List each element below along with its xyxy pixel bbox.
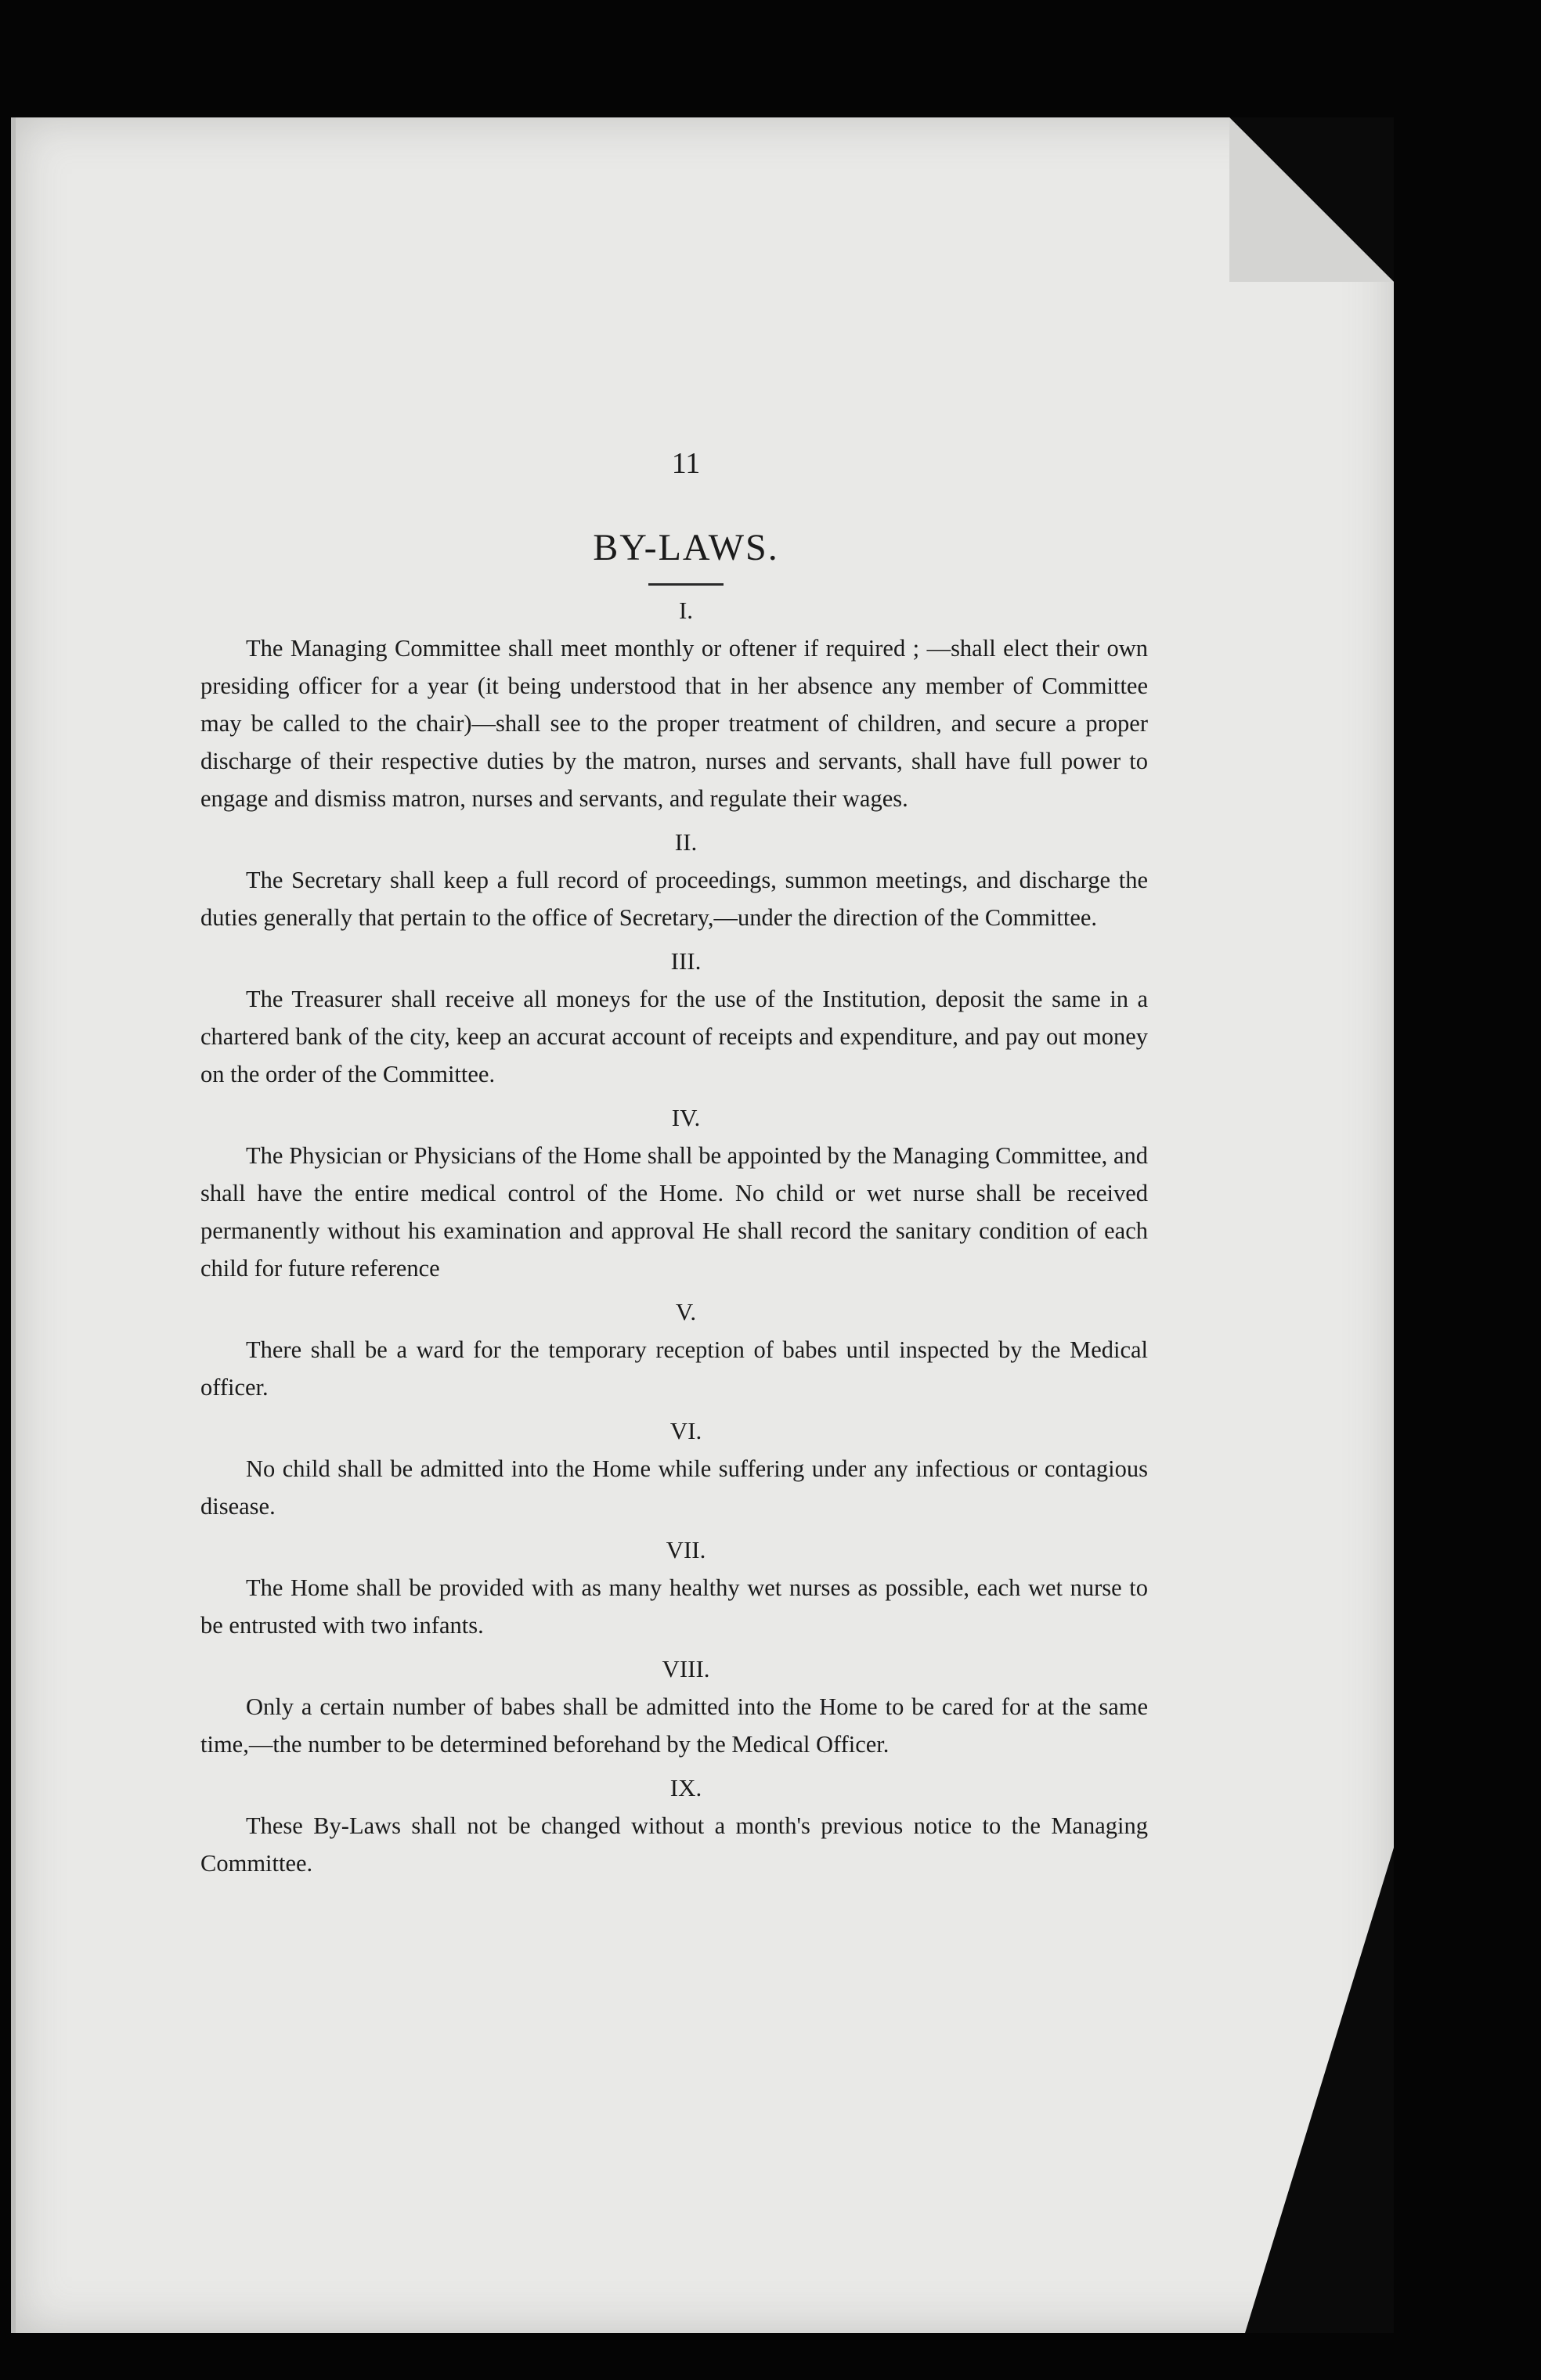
section-number: III. bbox=[670, 947, 702, 975]
section-text: The Home shall be provided with as many healthy wet nurses as possible, each wet nurse to be entrusted with two infants. bbox=[200, 1574, 1148, 1639]
section-number: IX. bbox=[669, 1774, 702, 1801]
section-number: II. bbox=[674, 828, 698, 856]
page-content bbox=[200, 337, 1148, 1887]
section-text: The Managing Committee shall meet monthly or oftener if required ; —shall elect their own presiding officer for a year (it being understood that in her absence any member of Committee may be called to the chair)—shall see to the proper treatment of children, and secure a proper discharge of their respective duties by the matron, nurses and servants, shall have full power to engage and dismiss matron, nurses and servants, and regulate their wages. bbox=[200, 635, 1148, 812]
section-number: I. bbox=[678, 597, 694, 624]
bylaw-section-1 bbox=[200, 597, 1148, 817]
page-title: BY-LAWS. bbox=[593, 527, 779, 568]
section-text: The Physician or Physicians of the Home shall be appointed by the Managing Committee, and shall have the entire medical control of the Home. No child or wet nurse shall be received permanently without his examination and approval He shall record the sanitary condition of each child for future reference bbox=[200, 1142, 1148, 1282]
bylaw-section-5 bbox=[200, 1298, 1148, 1406]
page-number: 11 bbox=[671, 447, 701, 480]
section-number: VI. bbox=[669, 1417, 702, 1444]
bylaw-section-7 bbox=[200, 1536, 1148, 1644]
bylaw-section-8 bbox=[200, 1655, 1148, 1763]
torn-corner bbox=[1245, 1848, 1394, 2333]
section-text: Only a certain number of babes shall be admitted into the Home to be cared for at the same time,—the number to be determined beforehand by the Medical Officer. bbox=[200, 1693, 1148, 1758]
bylaw-section-9 bbox=[200, 1774, 1148, 1882]
bylaw-section-4 bbox=[200, 1104, 1148, 1287]
section-text: No child shall be admitted into the Home while suffering under any infectious or contagious disease. bbox=[200, 1455, 1148, 1520]
folded-corner-flap bbox=[1229, 117, 1394, 282]
section-number: V. bbox=[675, 1298, 697, 1325]
section-text: These By-Laws shall not be changed without a month's previous notice to the Managing Committee. bbox=[200, 1812, 1148, 1877]
section-text: There shall be a ward for the temporary reception of babes until inspected by the Medical officer. bbox=[200, 1336, 1148, 1401]
document-page bbox=[11, 117, 1394, 2333]
section-number: VIII. bbox=[662, 1655, 710, 1682]
section-number: IV. bbox=[671, 1104, 701, 1131]
section-number: VII. bbox=[666, 1536, 706, 1563]
bylaw-section-6 bbox=[200, 1417, 1148, 1525]
title-rule bbox=[648, 583, 724, 586]
section-text: The Treasurer shall receive all moneys for the use of the Institution, deposit the same in a chartered bank of the city, keep an accurat account of receipts and expenditure, and pay out money on the order of the Committee. bbox=[200, 986, 1148, 1087]
bylaw-section-2 bbox=[200, 828, 1148, 936]
section-text: The Secretary shall keep a full record of proceedings, summon meetings, and discharge the duties generally that pertain to the office of Secretary,—under the direction of the Committee. bbox=[200, 867, 1148, 931]
bylaw-section-3 bbox=[200, 947, 1148, 1093]
